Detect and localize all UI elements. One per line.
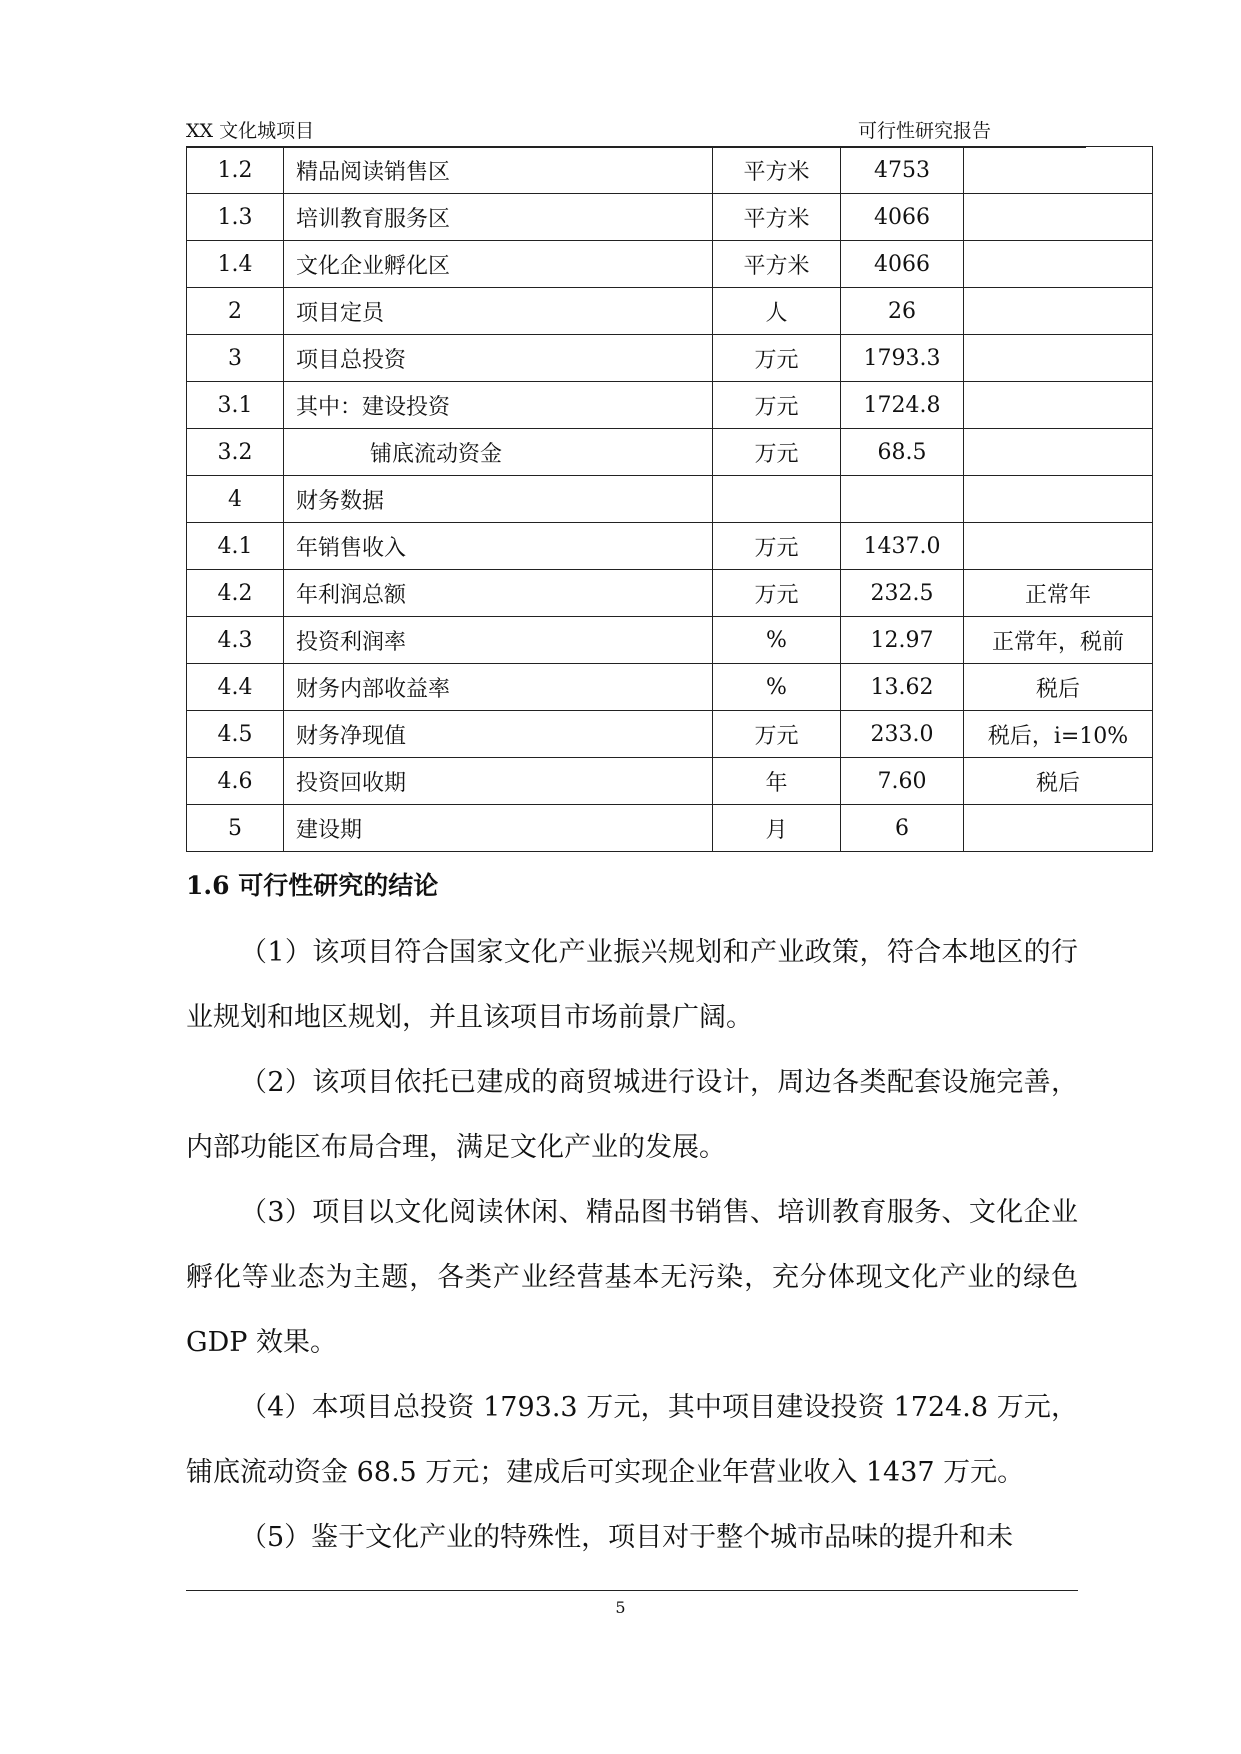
cell-number: 3.2 <box>187 429 284 476</box>
cell-item: 年销售收入 <box>284 523 713 570</box>
cell-item: 财务净现值 <box>284 711 713 758</box>
cell-note: 税后，i=10% <box>964 711 1153 758</box>
cell-value: 68.5 <box>841 429 964 476</box>
paragraph-1: （1）该项目符合国家文化产业振兴规划和产业政策，符合本地区的行业规划和地区规划，并且该项目市场前景广阔。 <box>186 937 1078 1033</box>
page-number: 5 <box>615 1598 626 1617</box>
table-row <box>187 147 1153 194</box>
cell-unit: 人 <box>713 288 841 335</box>
cell-note <box>964 288 1153 335</box>
cell-note: 正常年，税前 <box>964 617 1153 664</box>
cell-unit: 万元 <box>713 523 841 570</box>
cell-note <box>964 476 1153 523</box>
cell-unit: 平方米 <box>713 194 841 241</box>
cell-note <box>964 382 1153 429</box>
cell-value: 4066 <box>841 194 964 241</box>
cell-note <box>964 335 1153 382</box>
cell-value: 4066 <box>841 241 964 288</box>
cell-note <box>964 194 1153 241</box>
cell-unit: 平方米 <box>713 147 841 194</box>
section-heading: 1.6 可行性研究的结论 <box>186 871 439 900</box>
cell-item: 投资利润率 <box>284 617 713 664</box>
header-report-title: 可行性研究报告 <box>857 120 991 142</box>
cell-unit: 月 <box>713 805 841 852</box>
table-row <box>187 288 1153 335</box>
cell-number: 4.1 <box>187 523 284 570</box>
cell-value: 232.5 <box>841 570 964 617</box>
cell-number: 3.1 <box>187 382 284 429</box>
cell-number: 4.3 <box>187 617 284 664</box>
cell-value: 7.60 <box>841 758 964 805</box>
table-row <box>187 664 1153 711</box>
table-row <box>187 570 1153 617</box>
cell-value: 4753 <box>841 147 964 194</box>
paragraph-2: （2）该项目依托已建成的商贸城进行设计，周边各类配套设施完善，内部功能区布局合理，满足文化产业的发展。 <box>186 1067 1078 1163</box>
cell-number: 4.5 <box>187 711 284 758</box>
cell-item: 文化企业孵化区 <box>284 241 713 288</box>
cell-value: 26 <box>841 288 964 335</box>
page-header <box>186 112 1086 148</box>
cell-unit: 万元 <box>713 335 841 382</box>
cell-note <box>964 241 1153 288</box>
cell-value <box>841 476 964 523</box>
paragraph-5: （5）鉴于文化产业的特殊性，项目对于整个城市品味的提升和未 <box>240 1522 1014 1553</box>
cell-note <box>964 147 1153 194</box>
paragraph-3: （3）项目以文化阅读休闲、精品图书销售、培训教育服务、文化企业孵化等业态为主题，各类产业经营基本无污染，充分体现文化产业的绿色 GDP 效果。 <box>186 1197 1078 1358</box>
cell-number: 2 <box>187 288 284 335</box>
cell-note <box>964 429 1153 476</box>
cell-note: 税后 <box>964 664 1153 711</box>
cell-value: 12.97 <box>841 617 964 664</box>
cell-item: 年利润总额 <box>284 570 713 617</box>
cell-number: 4.4 <box>187 664 284 711</box>
cell-value: 233.0 <box>841 711 964 758</box>
cell-number: 1.4 <box>187 241 284 288</box>
table-row <box>187 805 1153 852</box>
cell-unit: 平方米 <box>713 241 841 288</box>
cell-number: 4.6 <box>187 758 284 805</box>
table-row <box>187 429 1153 476</box>
cell-number: 5 <box>187 805 284 852</box>
cell-item: 其中：建设投资 <box>284 382 713 429</box>
indicator-table <box>186 146 1153 852</box>
cell-unit: % <box>713 664 841 711</box>
paragraph-4: （4）本项目总投资 1793.3 万元，其中项目建设投资 1724.8 万元，铺底流动资金 68.5 万元；建成后可实现企业年营业收入 1437 万元。 <box>186 1392 1078 1488</box>
cell-number: 4 <box>187 476 284 523</box>
cell-note: 正常年 <box>964 570 1153 617</box>
cell-unit: 万元 <box>713 382 841 429</box>
cell-unit: 年 <box>713 758 841 805</box>
cell-item: 财务内部收益率 <box>284 664 713 711</box>
cell-note <box>964 805 1153 852</box>
cell-item: 项目总投资 <box>284 335 713 382</box>
cell-value: 13.62 <box>841 664 964 711</box>
table-row <box>187 241 1153 288</box>
cell-unit: % <box>713 617 841 664</box>
cell-item: 项目定员 <box>284 288 713 335</box>
cell-item: 建设期 <box>284 805 713 852</box>
cell-unit <box>713 476 841 523</box>
cell-number: 1.2 <box>187 147 284 194</box>
cell-value: 6 <box>841 805 964 852</box>
table-row <box>187 382 1153 429</box>
footer-divider <box>186 1590 1078 1591</box>
cell-value: 1437.0 <box>841 523 964 570</box>
table-row <box>187 758 1153 805</box>
cell-note: 税后 <box>964 758 1153 805</box>
cell-unit: 万元 <box>713 429 841 476</box>
table-row <box>187 335 1153 382</box>
cell-item: 铺底流动资金 <box>284 429 713 476</box>
cell-number: 1.3 <box>187 194 284 241</box>
table-row <box>187 711 1153 758</box>
cell-value: 1724.8 <box>841 382 964 429</box>
cell-number: 4.2 <box>187 570 284 617</box>
cell-unit: 万元 <box>713 711 841 758</box>
cell-note <box>964 523 1153 570</box>
indicator-table-body <box>187 147 1153 852</box>
header-project-title: XX 文化城项目 <box>186 120 315 142</box>
table-row <box>187 617 1153 664</box>
cell-item: 财务数据 <box>284 476 713 523</box>
cell-item: 投资回收期 <box>284 758 713 805</box>
table-row <box>187 523 1153 570</box>
table-row <box>187 194 1153 241</box>
conclusion-text <box>186 920 1078 1570</box>
cell-unit: 万元 <box>713 570 841 617</box>
cell-value: 1793.3 <box>841 335 964 382</box>
cell-item: 培训教育服务区 <box>284 194 713 241</box>
table-row <box>187 476 1153 523</box>
cell-number: 3 <box>187 335 284 382</box>
cell-item: 精品阅读销售区 <box>284 147 713 194</box>
